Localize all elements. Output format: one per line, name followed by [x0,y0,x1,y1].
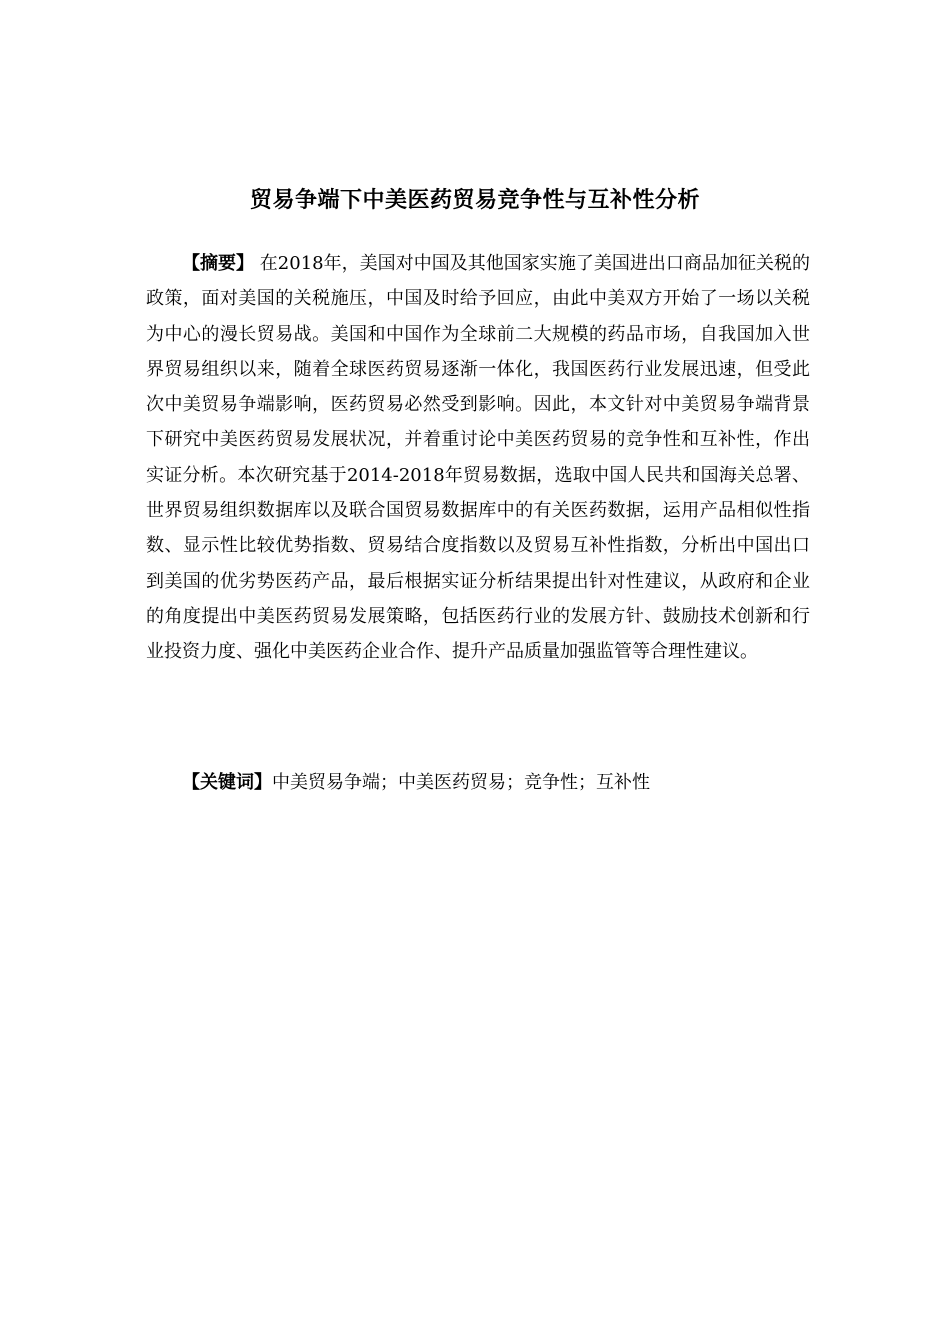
keywords-label: 【关键词】 [182,772,272,793]
keywords-line [182,765,810,800]
abstract-label: 【摘要】 [182,253,255,274]
abstract-text: 在2018年，美国对中国及其他国家实施了美国进出口商品加征关税的政策，面对美国的关税施压，中国及时给予回应，由此中美双方开始了一场以关税为中心的漫长贸易战。美国和中国作为全球前二大规模的药品市场，自我国加入世界贸易组织以来，随着全球医药贸易逐渐一体化，我国医药行业发展迅速，但受此次中美贸易争端影响，医药贸易必然受到影响。因此，本文针对中美贸易争端背景下研究中美医药贸易发展状况，并着重讨论中美医药贸易的竞争性和互补性，作出实证分析。本次研究基于2014-2018年贸易数据，选取中国人民共和国海关总署、世界贸易组织数据库以及联合国贸易数据库中的有关医药数据，运用产品相似性指数、显示性比较优势指数、贸易结合度指数以及贸易互补性指数，分析出中国出口到美国的优劣势医药产品，最后根据实证分析结果提出针对性建议，从政府和企业的角度提出中美医药贸易发展策略，包括医药行业的发展方针、鼓励技术创新和行业投资力度、强化中美医药企业合作、提升产品质量加强监管等合理性建议。 [146,253,811,663]
abstract-paragraph [146,246,810,670]
keywords-text: 中美贸易争端；中美医药贸易；竞争性；互补性 [272,772,650,793]
document-title: 贸易争端下中美医药贸易竞争性与互补性分析 [249,188,700,213]
